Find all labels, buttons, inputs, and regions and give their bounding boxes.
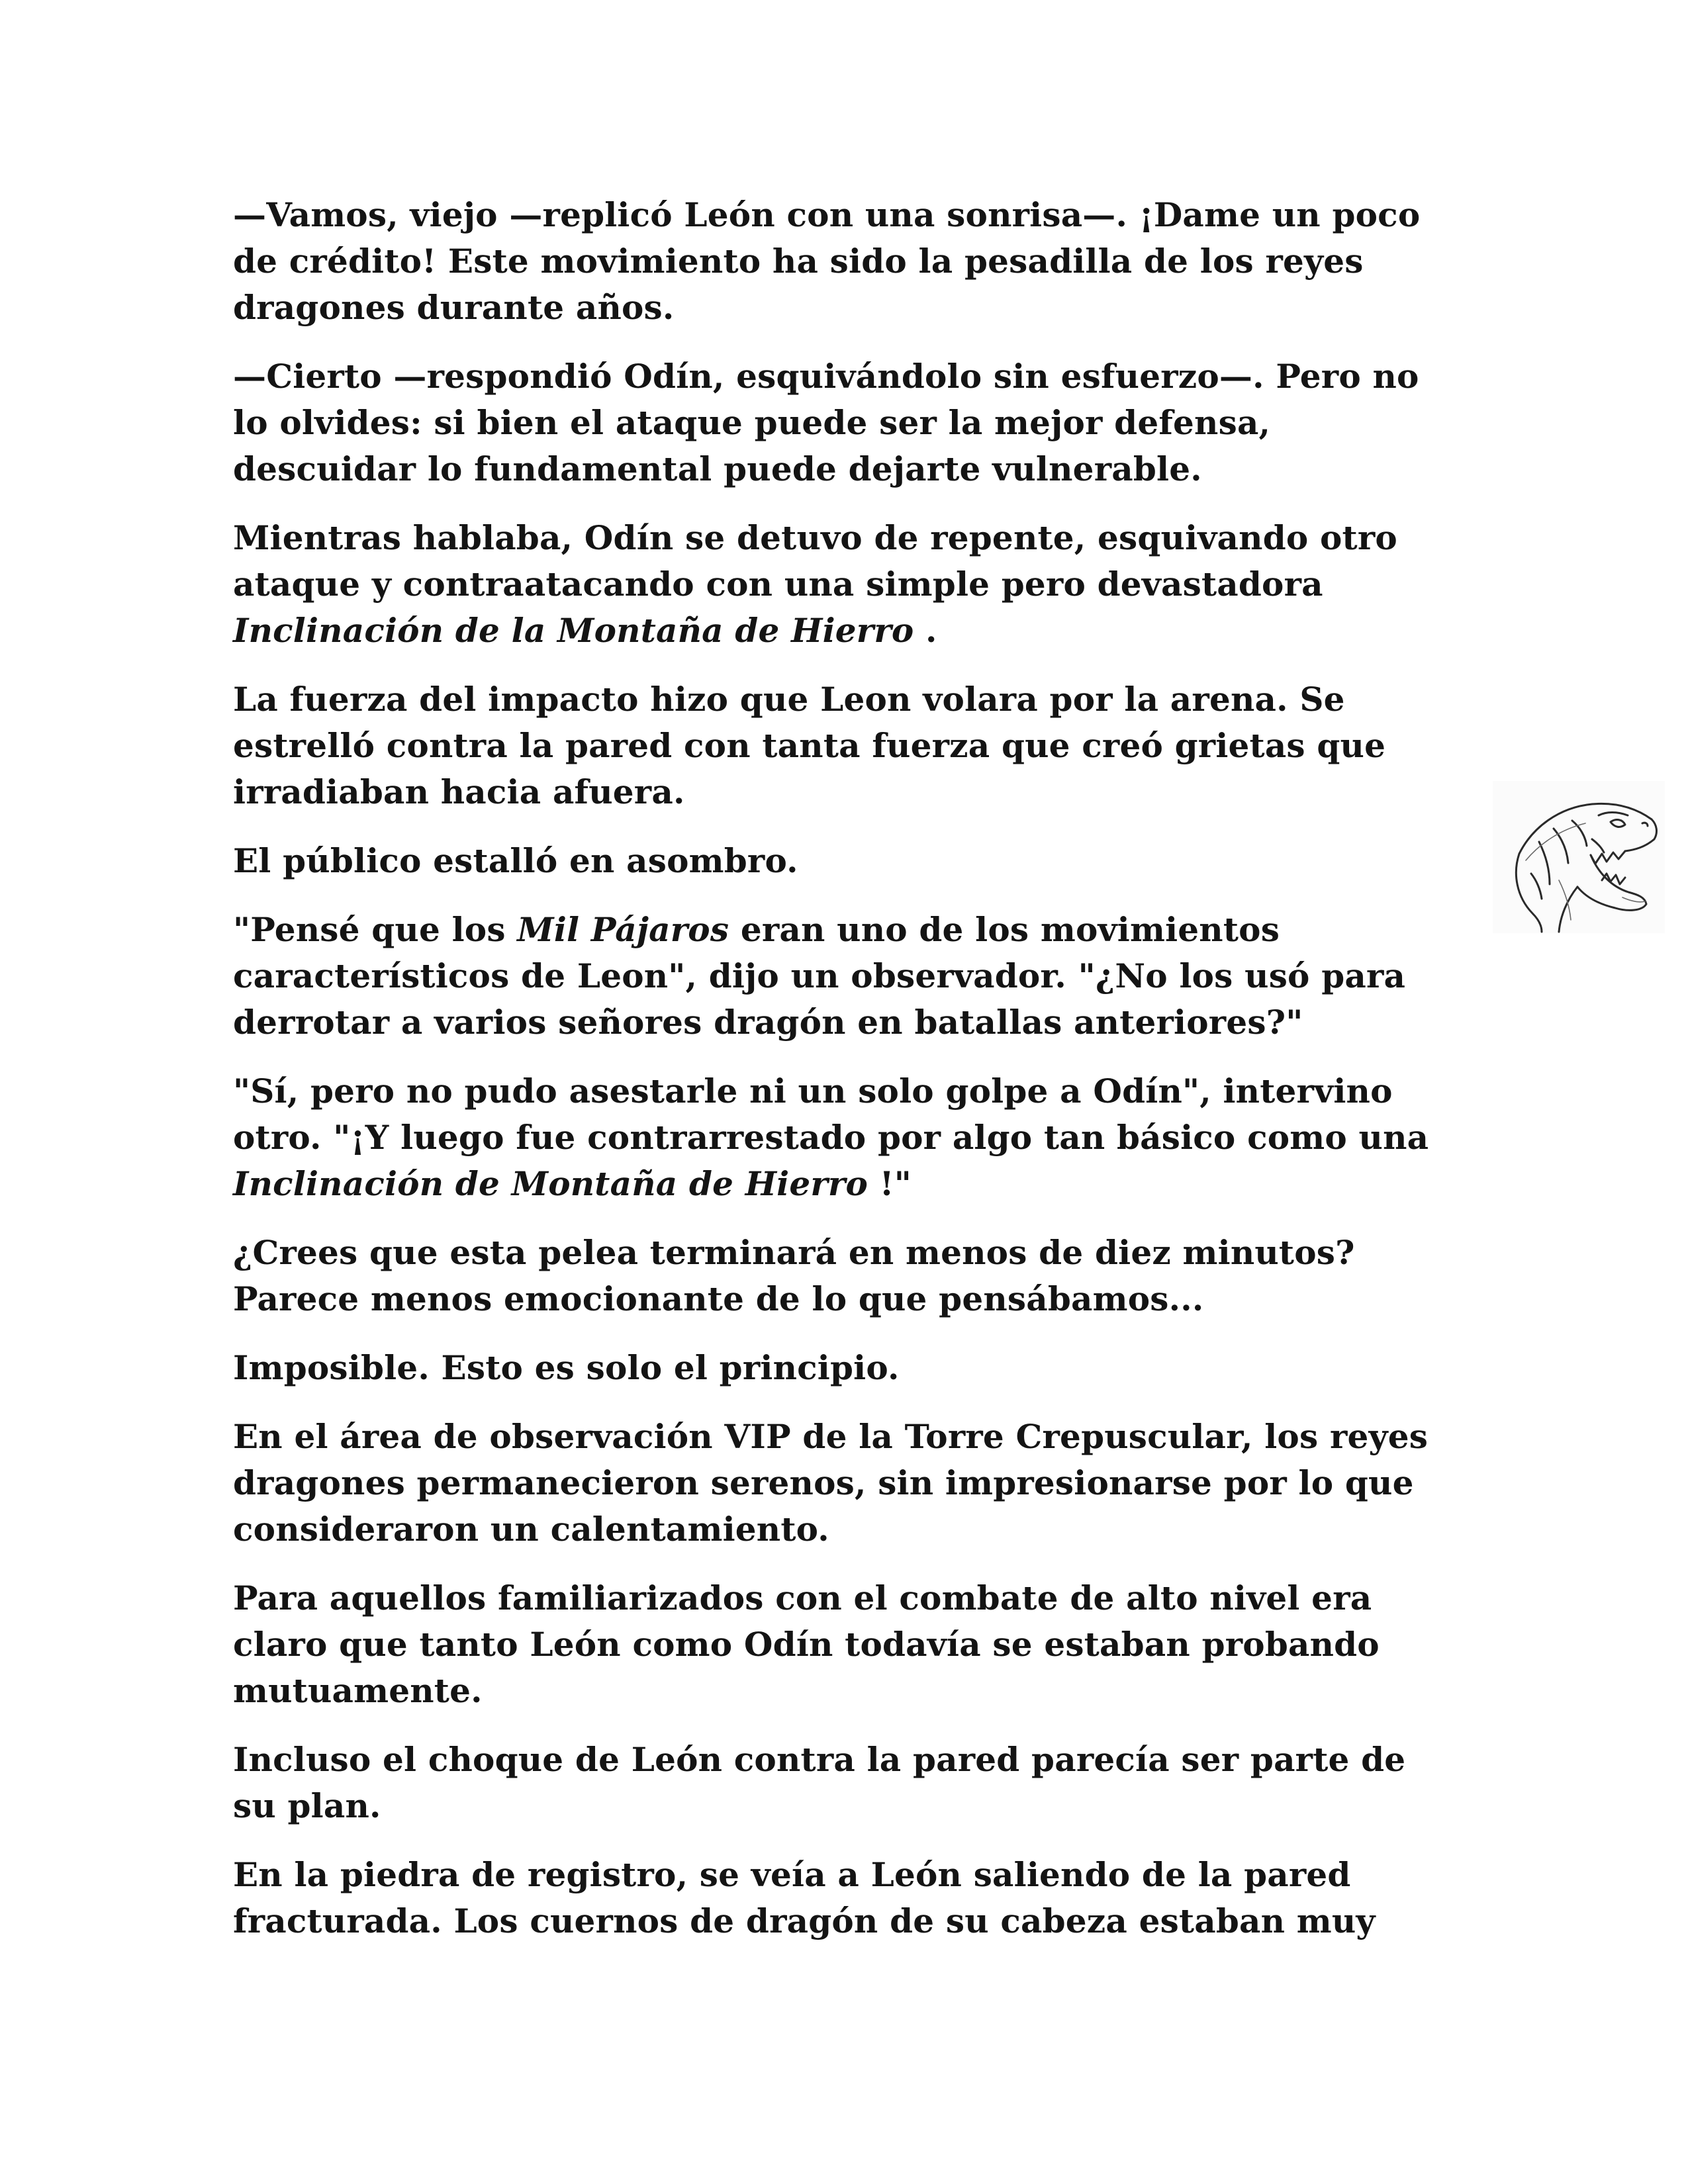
- paragraph-7-end: !": [868, 1164, 912, 1203]
- paragraph-1: [233, 192, 1458, 331]
- paragraph-10: [233, 1414, 1458, 1553]
- paragraph-3-text: Mientras hablaba, Odín se detuvo de repente, esquivando otro ataque y contraatacando con una simple pero devastadora: [233, 518, 1397, 604]
- paragraph-12-text: Incluso el choque de León contra la pared parecía ser parte de su plan.: [233, 1740, 1406, 1825]
- paragraph-8: [233, 1230, 1458, 1322]
- paragraph-13: [233, 1852, 1458, 1944]
- paragraph-1-text: —Vamos, viejo —replicó León con una sonrisa—. ¡Dame un poco de crédito! Este movimiento ha sido la pesadilla de los reyes dragones durante años.: [233, 195, 1421, 327]
- paragraph-3: [233, 515, 1458, 654]
- dinosaur-head-sketch-icon: [1493, 781, 1665, 933]
- paragraph-8-text: ¿Crees que esta pelea terminará en menos de diez minutos? Parece menos emocionante de lo que pensábamos...: [233, 1233, 1355, 1318]
- paragraph-9: [233, 1345, 1458, 1391]
- paragraph-6: [233, 907, 1458, 1046]
- paragraph-11: [233, 1575, 1458, 1714]
- paragraph-4-text: La fuerza del impacto hizo que Leon volara por la arena. Se estrelló contra la pared con tanta fuerza que creó grietas que irradiaban hacia afuera.: [233, 680, 1386, 811]
- paragraph-7: [233, 1068, 1458, 1207]
- technique-name-italic: Inclinación de la Montaña de Hierro: [233, 611, 914, 650]
- paragraph-11-text: Para aquellos familiarizados con el combate de alto nivel era claro que tanto León como Odín todavía se estaban probando mutuamente.: [233, 1578, 1380, 1710]
- paragraph-6-end: eran uno de los movimientos característicos de Leon", dijo un observador. "¿No los usó para derrotar a varios señores dragón en batallas anteriores?": [233, 910, 1406, 1042]
- technique-name-italic: Mil Pájaros: [517, 910, 729, 949]
- paragraph-2: [233, 353, 1458, 492]
- paragraph-5: [233, 838, 1458, 884]
- paragraph-2-text: —Cierto —respondió Odín, esquivándolo sin esfuerzo—. Pero no lo olvides: si bien el ataque puede ser la mejor defensa, descuidar lo fundamental puede dejarte vulnerable.: [233, 357, 1419, 488]
- paragraph-10-text: En el área de observación VIP de la Torre Crepuscular, los reyes dragones permanecieron serenos, sin impresionarse por lo que consideraron un calentamiento.: [233, 1417, 1429, 1549]
- paragraph-4: [233, 676, 1458, 815]
- paragraph-9-text: Imposible. Esto es solo el principio.: [233, 1348, 900, 1387]
- paragraph-5-text: El público estalló en asombro.: [233, 841, 798, 880]
- paragraph-12: [233, 1737, 1458, 1829]
- paragraph-7-text: "Sí, pero no pudo asestarle ni un solo golpe a Odín", intervino otro. "¡Y luego fue contrarrestado por algo tan básico como una: [233, 1071, 1429, 1157]
- paragraph-13-text: En la piedra de registro, se veía a León saliendo de la pared fracturada. Los cuernos de dragón de su cabeza estaban muy: [233, 1855, 1376, 1940]
- body-text: [233, 192, 1458, 1967]
- paragraph-3-end: .: [914, 611, 937, 650]
- technique-name-italic: Inclinación de Montaña de Hierro: [233, 1164, 868, 1203]
- paragraph-6-text: "Pensé que los: [233, 910, 518, 949]
